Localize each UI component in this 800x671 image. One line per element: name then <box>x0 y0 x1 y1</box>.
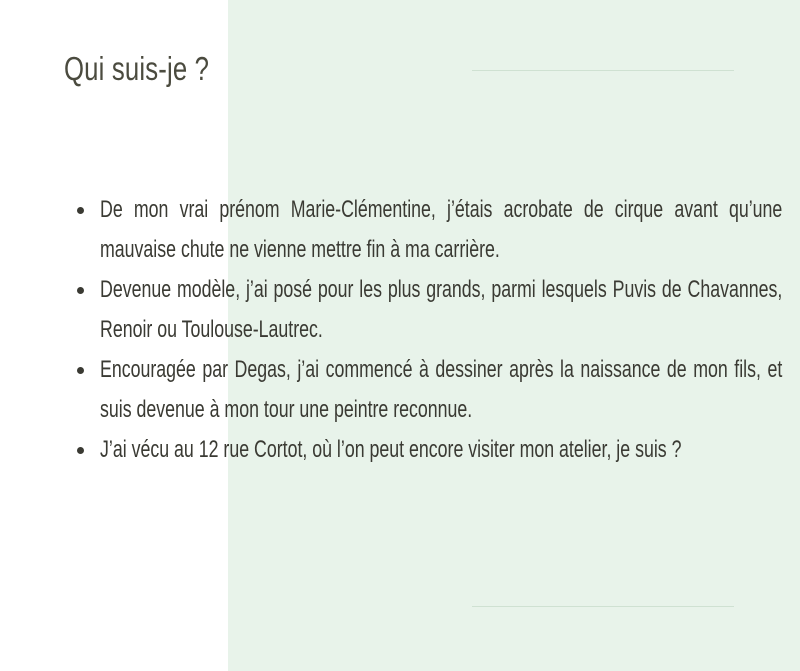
list-item-text <box>100 190 782 270</box>
list-item-line: De mon vrai prénom Marie-Clémentine, j’étais acrobate de cirque <box>100 196 664 223</box>
page-title: Qui suis-je ? <box>64 50 210 87</box>
list-item-line: J’ai vécu au 12 rue Cortot, où l’on peut encore visiter mon atelier, je <box>100 436 631 463</box>
list-item-line: de mon fils, et suis devenue à mon tour une peintre reconnue. <box>100 356 783 423</box>
list-item <box>72 190 782 270</box>
divider-bottom <box>472 606 734 607</box>
bullet-icon <box>77 447 84 454</box>
list-item-line: suis ? <box>635 436 682 463</box>
bullet-icon <box>77 207 84 214</box>
list-item <box>72 430 782 470</box>
divider-top <box>472 70 734 71</box>
list-item-line: de Chavannes, Renoir ou Toulouse-Lautrec. <box>100 276 783 343</box>
list-item-text <box>100 350 782 430</box>
list-item <box>72 270 782 350</box>
list-item-line: Encouragée par Degas, j’ai commencé à dessiner après la naissance <box>100 356 661 383</box>
list-item-text <box>100 430 782 470</box>
list-item <box>72 350 782 430</box>
list-item-text <box>100 270 782 350</box>
list-item-line: Devenue modèle, j’ai posé pour les plus grands, parmi lesquels Puvis <box>100 276 657 303</box>
bullet-icon <box>77 367 84 374</box>
list-item-line: avant qu’une mauvaise chute ne vienne mettre fin à ma carrière. <box>100 196 783 263</box>
clue-list <box>72 190 782 470</box>
bullet-icon <box>77 287 84 294</box>
